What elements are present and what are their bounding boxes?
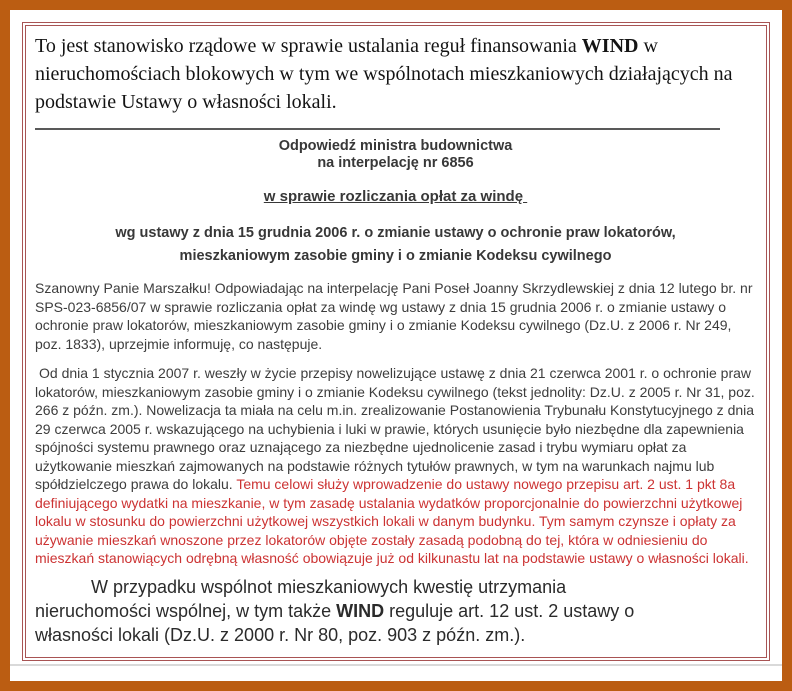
intro-highlight-wind: WIND bbox=[581, 35, 639, 57]
legal-paragraph-red: Temu celowi służy wprowadzenie do ustawy nowego przepisu art. 2 ust. 1 pkt 8a definiującego wydatki na mieszkanie, w tym zasadę ustalania wydatków proporcjonalnie do powierzchni użytkowej lokalu w stosunku do powierzchni użytkowej wszystkich lokali w danym budynku. Tym samym czynsze i opłaty za używanie mieszkań wnoszone przez lokatorów objęte zostały zasadą podobną do tej, która w odniesieniu do mieszkań stanowiących odrębną własność obowiązuje już od kilkunastu lat na podstawie ustawy o własności lokali. bbox=[35, 476, 749, 566]
document-frame bbox=[22, 22, 770, 661]
divider-rule bbox=[35, 128, 720, 130]
closing-text-before: W przypadku wspólnot mieszkaniowych kwestię utrzymania nieruchomości wspólnej, w tym także bbox=[35, 576, 567, 621]
response-heading-line1: Odpowiedź ministra budownictwa bbox=[278, 138, 513, 154]
salutation-paragraph: Szanowny Panie Marszałku! Odpowiadając na interpelację Pani Poseł Joanny Skrzydlewskiej z dnia 12 lutego br. nr SPS-023-6856/07 w sprawie rozliczania opłat za windę wg ustawy z dnia 15 grudnia 2006 r. o zmianie ustawy o ochronie praw lokatorów, mieszkaniowym zasobie gminy i o zmianie Kodeksu cywilnego (Dz.U. z 2006 r. Nr 249, poz. 1833), uprzejmie informuję, co następuje. bbox=[35, 280, 753, 352]
bottom-spacer bbox=[22, 666, 770, 677]
intro-text-after: w nieruchomościach blokowych w tym we wspólnotach mieszkaniowych działających na podstawie Ustawy o własności lokali. bbox=[35, 35, 733, 113]
closing-text-after: reguluje art. 12 ust. 2 ustawy o własności lokali (Dz.U. z 2000 r. Nr 80, poz. 903 z późn. zm.). bbox=[35, 600, 635, 645]
closing-highlight-wind: WIND bbox=[336, 600, 385, 621]
subject-heading-text: w sprawie rozliczania opłat za windę bbox=[263, 188, 528, 205]
intro-paragraph bbox=[35, 32, 756, 116]
response-heading bbox=[35, 138, 756, 172]
act-heading bbox=[35, 222, 756, 268]
legal-paragraph bbox=[35, 364, 756, 568]
intro-text-before: To jest stanowisko rządowe w sprawie ustalania reguł finansowania bbox=[35, 35, 582, 57]
closing-paragraph bbox=[35, 575, 756, 647]
response-heading-line2: na interpelację nr 6856 bbox=[317, 155, 474, 171]
act-heading-line1: wg ustawy z dnia 15 grudnia 2006 r. o zmianie ustawy o ochronie praw lokatorów, bbox=[115, 225, 676, 241]
legal-paragraph-black: Od dnia 1 stycznia 2007 r. weszły w życie przepisy nowelizujące ustawę z dnia 21 czerwca 2001 r. o ochronie praw lokatorów, mieszkaniowym zasobie gminy i o zmianie Kodeksu cywilnego (tekst jednolity: Dz.U. z 2005 r. Nr 31, poz. 266 z późn. zm.). Nowelizacja ta miała na celu m.in. zrealizowanie Postanowienia Trybunału Konstytucyjnego z dnia 29 czerwca 2005 r. wskazującego na uchybienia i luki w prawie, których usunięcie było niezbędne dla zapewnienia spójności systemu prawnego oraz uznającego za niezbędne ujednolicenie zasad i trybu wymiaru opłat za użytkowanie mieszkań zajmowanych na podstawie różnych tytułów prawnych, w tym na warunkach najmu lub spółdzielczego prawa do lokalu. bbox=[35, 365, 755, 492]
subject-heading bbox=[35, 188, 756, 206]
act-heading-line2: mieszkaniowym zasobie gminy i o zmianie Kodeksu cywilnego bbox=[179, 248, 612, 264]
page-margin-area bbox=[10, 10, 782, 677]
